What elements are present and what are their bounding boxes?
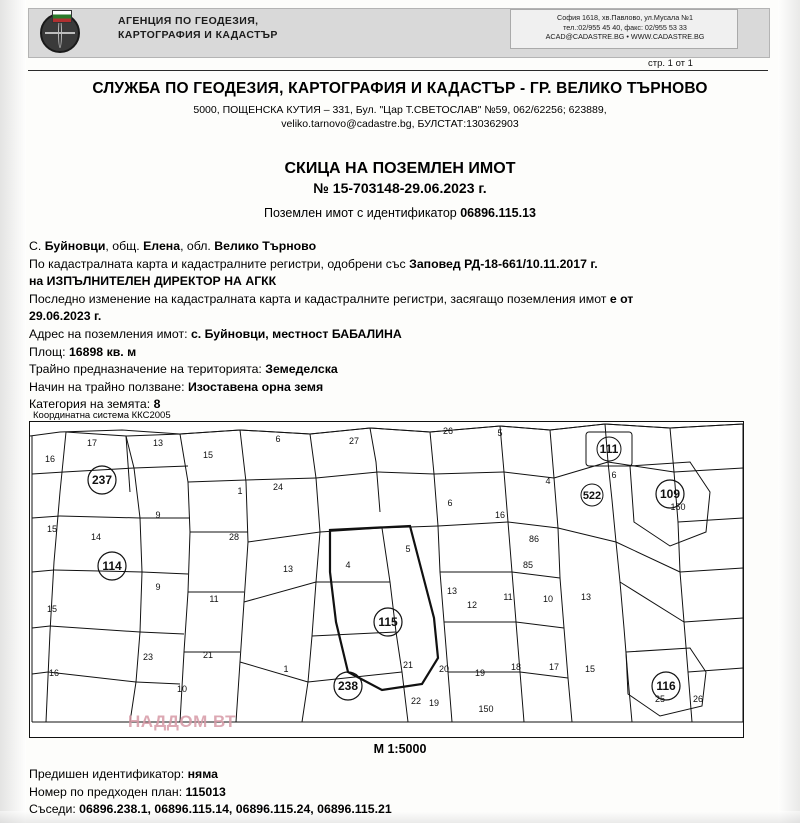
approval-order-line — [29, 256, 749, 274]
agency-logo-icon — [32, 10, 104, 54]
parcel-identifier-value: 06896.115.13 — [460, 206, 536, 220]
svg-text:116: 116 — [656, 679, 676, 693]
svg-text:18: 18 — [510, 662, 522, 672]
header-divider — [28, 70, 768, 71]
svg-text:5: 5 — [497, 428, 503, 438]
svg-text:21: 21 — [402, 660, 414, 670]
neighbors-line — [29, 801, 769, 819]
svg-text:19: 19 — [428, 698, 440, 708]
usage-label: Начин на трайно ползване: — [29, 379, 188, 394]
approval-order-value: Заповед РД-18-661/10.11.2017 г. — [409, 256, 598, 271]
purpose-line — [29, 361, 749, 379]
svg-text:16: 16 — [494, 510, 506, 520]
svg-text:26: 26 — [442, 426, 454, 436]
svg-text:19: 19 — [474, 668, 486, 678]
svg-text:13: 13 — [152, 438, 164, 448]
previous-plan-label: Номер по предходен план: — [29, 784, 186, 799]
svg-text:109: 109 — [659, 487, 681, 501]
location-village: Буйновци — [44, 239, 106, 253]
map-scale: М 1:5000 — [373, 742, 427, 756]
svg-text:28: 28 — [228, 532, 240, 542]
agency-contact-box — [510, 9, 738, 49]
previous-plan-value: 115013 — [185, 784, 226, 799]
svg-text:16: 16 — [44, 454, 56, 464]
area-line — [29, 344, 749, 362]
category-value: 8 — [153, 397, 161, 412]
svg-text:9: 9 — [155, 510, 161, 520]
neighbors-value: 06896.238.1, 06896.115.14, 06896.115.24, 06896.115.21 — [79, 802, 392, 817]
svg-text:238: 238 — [337, 679, 359, 693]
svg-text:12: 12 — [466, 600, 478, 610]
last-change-date-line — [29, 308, 749, 326]
svg-text:17: 17 — [86, 438, 98, 448]
purpose-label: Трайно предназначение на територията: — [29, 362, 266, 377]
svg-text:15: 15 — [584, 664, 596, 674]
category-label: Категория на земята: — [29, 397, 154, 412]
svg-text:24: 24 — [272, 482, 284, 492]
svg-text:86: 86 — [528, 534, 540, 544]
page-number: стр. 1 от 1 — [648, 58, 693, 69]
svg-text:6: 6 — [447, 498, 453, 508]
svg-text:13: 13 — [282, 564, 294, 574]
last-change-value: е от — [609, 291, 634, 306]
svg-text:26: 26 — [692, 694, 704, 704]
usage-line — [29, 379, 749, 397]
svg-text:11: 11 — [209, 594, 219, 604]
svg-text:13: 13 — [580, 592, 592, 602]
svg-text:9: 9 — [155, 582, 161, 592]
neighbors-label: Съседи: — [29, 802, 80, 817]
agency-name-line1: АГЕНЦИЯ ПО ГЕОДЕЗИЯ, — [118, 15, 259, 27]
area-label: Площ: — [29, 344, 69, 359]
cadastral-map-svg — [30, 422, 743, 737]
svg-text:22: 22 — [410, 696, 422, 706]
svg-text:16: 16 — [48, 668, 60, 678]
agency-name — [118, 14, 338, 42]
area-value: 16898 кв. м — [68, 344, 137, 359]
svg-text:1: 1 — [283, 664, 289, 674]
svg-text:10: 10 — [542, 594, 554, 604]
last-change-prefix: Последно изменение на кадастралната карта и кадастралните регистри, засягащо поземления имот — [29, 291, 610, 306]
cadastral-map[interactable] — [29, 421, 744, 738]
agency-contact-line1: София 1618, хв.Павлово, ул.Мусала №1 — [557, 13, 693, 22]
svg-text:15: 15 — [46, 604, 58, 614]
parcel-identifier-line — [0, 206, 800, 220]
svg-text:150: 150 — [670, 502, 686, 512]
svg-text:15: 15 — [46, 524, 58, 534]
approval-authority-value: на ИЗПЪЛНИТЕЛЕН ДИРЕКТОР НА АГКК — [29, 274, 277, 289]
svg-text:114: 114 — [102, 559, 122, 573]
location-line — [29, 238, 749, 256]
svg-text:23: 23 — [142, 652, 154, 662]
svg-text:237: 237 — [91, 473, 113, 487]
previous-identifier-label: Предишен идентификатор: — [29, 767, 188, 781]
office-address: 5000, ПОЩЕНСКА КУТИЯ – 331, Бул. "Цар Т.СВЕТОСЛАВ" №59, 062/62256; 623889, — [193, 104, 607, 116]
agency-contact-line2: тел.:02/955 45 40, факс: 02/955 53 33 — [563, 22, 687, 32]
svg-text:115: 115 — [378, 615, 398, 629]
coordinate-system-label: Координатна система ККС2005 — [33, 410, 171, 421]
location-mid1: , общ. — [105, 239, 144, 253]
svg-text:27: 27 — [348, 436, 360, 446]
svg-text:11: 11 — [503, 592, 513, 602]
location-region: Велико Търново — [214, 239, 317, 253]
previous-identifier-value: няма — [187, 767, 218, 781]
previous-identifier-line — [29, 766, 769, 784]
svg-text:4: 4 — [345, 560, 351, 570]
svg-text:522: 522 — [582, 490, 602, 502]
svg-text:15: 15 — [202, 450, 214, 460]
svg-text:5: 5 — [405, 544, 411, 554]
svg-text:4: 4 — [545, 476, 551, 486]
previous-plan-line — [29, 784, 769, 802]
property-details — [29, 238, 749, 414]
svg-text:17: 17 — [548, 662, 560, 672]
office-title: СЛУЖБА ПО ГЕОДЕЗИЯ, КАРТОГРАФИЯ И КАДАСТЪР - ГР. ВЕЛИКО ТЪРНОВО — [92, 80, 708, 97]
footer-details — [29, 766, 769, 819]
svg-text:6: 6 — [611, 470, 617, 480]
svg-text:21: 21 — [202, 650, 214, 660]
address-value: с. Буйновци, местност БАБАЛИНА — [190, 326, 402, 341]
address-line — [29, 326, 749, 344]
approval-authority-line — [29, 273, 749, 291]
svg-text:20: 20 — [438, 664, 450, 674]
usage-value: Изоставена орна земя — [187, 379, 324, 394]
last-change-date: 29.06.2023 г. — [29, 309, 102, 324]
svg-text:1: 1 — [237, 486, 243, 496]
page-title: СКИЦА НА ПОЗЕМЛЕН ИМОТ — [284, 160, 516, 177]
location-prefix: С. — [29, 239, 45, 253]
approval-order-prefix: По кадастралната карта и кадастралните регистри, одобрени със — [29, 256, 410, 271]
svg-text:85: 85 — [522, 560, 534, 570]
office-contacts: veliko.tarnovo@cadastre.bg, БУЛСТАТ:130362903 — [281, 118, 519, 130]
location-municipality: Елена — [143, 239, 181, 253]
svg-text:10: 10 — [176, 684, 188, 694]
svg-text:150: 150 — [478, 704, 494, 714]
last-change-line — [29, 291, 749, 309]
purpose-value: Земеделска — [265, 362, 338, 377]
svg-text:14: 14 — [90, 532, 102, 542]
watermark: НАДДОМ ВТ — [128, 712, 237, 731]
document-number: № 15-703148-29.06.2023 г. — [313, 180, 487, 196]
svg-text:13: 13 — [446, 586, 458, 596]
location-mid2: , обл. — [180, 239, 215, 253]
svg-text:111: 111 — [599, 442, 619, 456]
svg-text:6: 6 — [275, 434, 281, 444]
agency-contact-line3: ACAD@CADASTRE.BG • WWW.CADASTRE.BG — [545, 32, 705, 42]
agency-name-line2: КАРТОГРАФИЯ И КАДАСТЪР — [118, 29, 278, 41]
svg-text:25: 25 — [654, 694, 666, 704]
parcel-identifier-label: Поземлен имот с идентификатор — [263, 206, 457, 220]
address-label: Адрес на поземления имот: — [29, 326, 191, 341]
